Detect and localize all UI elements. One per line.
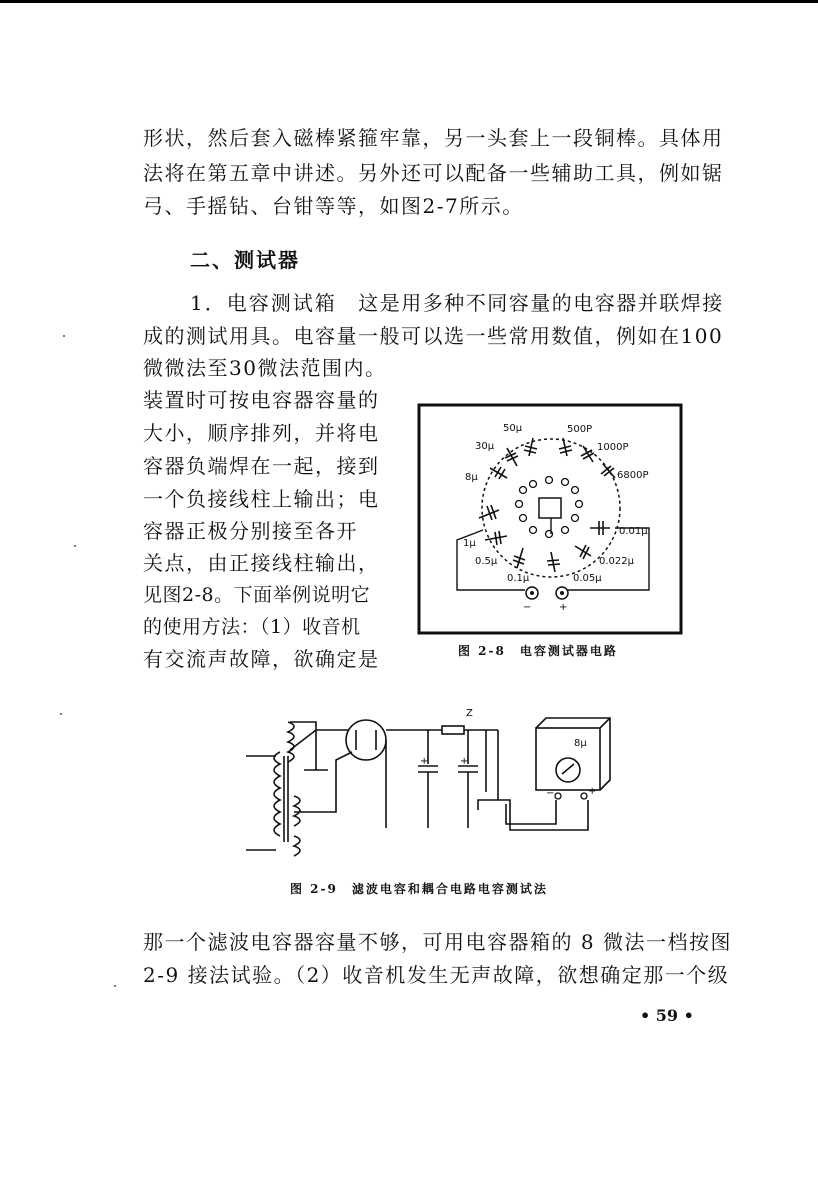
text-line: 微微法至30微法范围内。	[143, 356, 387, 380]
transformer-coil-top	[288, 722, 294, 762]
label-0.022u: 0.022μ	[599, 556, 634, 567]
wrap-line: 装置时可按电容器容量的	[143, 388, 380, 412]
figure-caption: 图 2-8 电容测试器电路	[458, 644, 618, 658]
label-0.5u: 0.5μ	[475, 556, 498, 567]
wrap-line: 见图2-8。下面举例说明它	[143, 584, 371, 606]
label-0.01u: 0.01μ	[619, 526, 648, 537]
box-negative-terminal	[555, 793, 561, 799]
label-plus-terminal: +	[588, 786, 597, 797]
figure-caption: 图 2-9 滤波电容和耦合电路电容测试法	[290, 882, 548, 896]
text-line: 形状，然后套入磁棒紧箍牢靠，另一头套上一段铜棒。具体用	[143, 126, 724, 150]
label-8u: 8μ	[574, 738, 587, 749]
wrap-line: 有交流声故障，欲确定是	[143, 647, 380, 671]
figure-frame	[419, 405, 681, 633]
text-line: 成的测试用具。电容量一般可以选一些常用数值，例如在100	[143, 324, 724, 348]
scan-speck	[114, 985, 116, 987]
box-positive-terminal	[581, 793, 587, 799]
text-line: 那一个滤波电容器容量不够，可用电容器箱的 8 微法一档按图	[143, 930, 732, 954]
text-line: 2-9 接法试验。（2）收音机发生无声故障，欲想确定那一个级	[143, 963, 730, 987]
label-plus-2: +	[460, 756, 469, 767]
label-0.1u: 0.1μ	[507, 573, 530, 584]
capacitor-tester-diagram	[415, 400, 685, 636]
label-50u: 50μ	[503, 423, 523, 434]
text-line: 法将在第五章中讲述。另外还可以配备一些辅助工具，例如锯	[143, 161, 724, 185]
label-minus-terminal: −	[546, 788, 555, 799]
capacitor-bank	[479, 438, 615, 572]
label-0.05u: 0.05μ	[573, 573, 602, 584]
scan-speck	[74, 545, 76, 547]
text-line: 弓、手摇钻、台钳等等，如图2-7所示。	[143, 194, 524, 218]
wrap-line: 大小，顺序排列，并将电	[143, 421, 380, 445]
scan-speck	[63, 335, 65, 337]
label-6800p: 6800P	[617, 470, 649, 481]
paragraph-first-line	[190, 291, 724, 315]
top-border	[0, 0, 818, 3]
switch-contacts	[516, 477, 583, 538]
capacitor-box	[536, 728, 600, 790]
label-1000p: 1000P	[597, 442, 629, 453]
choke-z	[442, 726, 464, 734]
transformer-primary	[274, 752, 280, 836]
label-negative: −	[523, 602, 532, 613]
switch-hub	[539, 498, 561, 518]
wrap-line: 容器正极分别接至各开	[143, 519, 358, 543]
section-heading: 二、测试器	[190, 248, 300, 272]
page-number: • 59 •	[640, 1006, 694, 1025]
label-positive: +	[559, 602, 568, 613]
transformer-coil-bottom	[294, 836, 300, 856]
wrap-line: 的使用方法：（1）收音机	[143, 616, 361, 638]
filter-capacitor-test-diagram	[236, 700, 616, 870]
label-8u: 8μ	[465, 472, 478, 483]
rectifier-tube	[346, 720, 386, 760]
runin-text: 这是用多种不同容量的电容器并联焊接	[358, 291, 724, 315]
runin-title: 1．电容测试箱	[190, 291, 337, 315]
wrap-line: 一个负接线柱上输出；电	[143, 487, 380, 511]
label-1u: 1μ	[463, 538, 476, 549]
label-plus-1: +	[420, 756, 429, 767]
label-500p: 500P	[567, 424, 593, 435]
scan-speck	[60, 713, 62, 715]
transformer-coil-mid	[294, 796, 300, 826]
label-z: Z	[466, 708, 473, 719]
wrap-line: 关点，由正接线柱输出，	[143, 551, 380, 575]
wrap-line: 容器负端焊在一起，接到	[143, 454, 380, 478]
label-30u: 30μ	[475, 441, 495, 452]
